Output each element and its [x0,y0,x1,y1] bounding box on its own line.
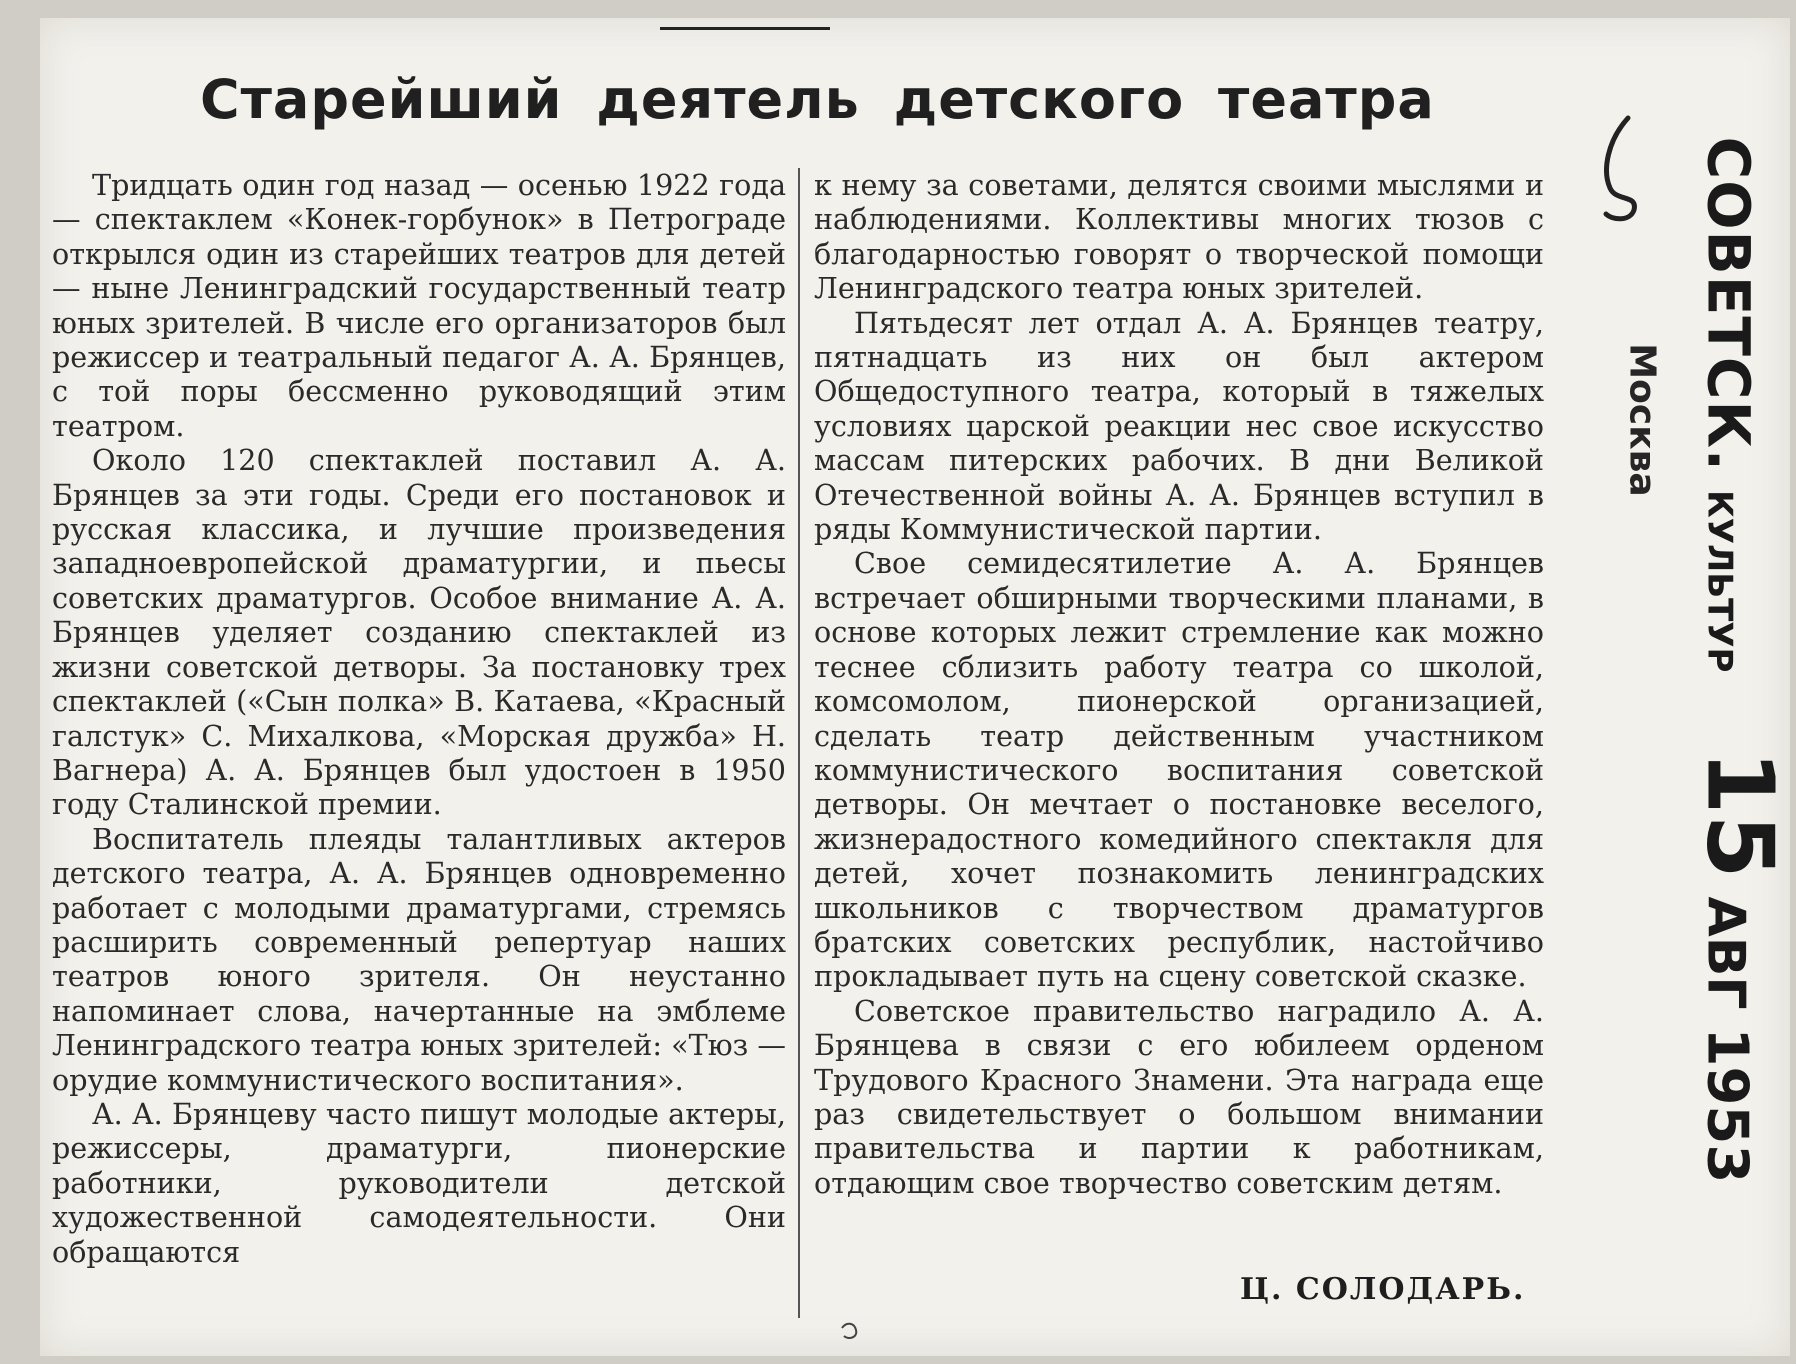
paragraph: Советское правительство наградило А. А. Брянцева в связи с его юбилеем орденом Трудового Красного Знамени. Эта награда еще раз свидетельствует о большом внимании правительства и партии к работникам, отдающим свое творчество советским детям. [814,993,1544,1200]
paragraph: А. А. Брянцеву часто пишут молодые актеры, режиссеры, драматурги, пионерские работники, руководители детской художественной самодеятельности. Они обращаются [52,1096,786,1269]
left-column [52,168,786,1269]
stamp-year: 1953 [1694,1027,1760,1184]
ink-blot-icon [838,1318,864,1344]
stamp-section: КУЛЬТУР [1699,489,1740,673]
paragraph: Около 120 спектаклей поставил А. А. Брянцев за эти годы. Среди его постановок и русская классика, и лучшие произведения западноевропейской драматургии, и пьесы советских драматургов. Особое внимание А. А. Брянцев уделяет созданию спектаклей из жизни советской детворы. За постановку трех спектаклей («Сын полка» В. Катаева, «Красный галстук» С. Михалкова, «Морская дружба» Н. Вагнера) А. А. Брянцев был удостоен в 1950 году Сталинской премии. [52,443,786,822]
article-author: Ц. СОЛОДАРЬ. [1240,1272,1526,1307]
stamp-newspaper: СОВЕТСК. [1694,136,1763,472]
archive-stamp [1687,137,1794,1184]
column-divider [798,168,800,1318]
right-column [814,168,1544,1200]
top-rule [660,27,830,30]
article-title: Старейший деятель детского театра [200,68,1435,131]
paragraph: Воспитатель плеяды талантливых актеров детского театра, А. А. Брянцев одновременно работает с молодыми драматургами, стремясь расширить современный репертуар наших театров юного зрителя. Он неустанно напоминает слова, начертанные на эмблеме Ленинградского театра юных зрителей: «Тюз — орудие коммунистического воспитания». [52,821,786,1097]
handwritten-mark-icon [1588,110,1668,230]
stamp-month: АВГ [1695,896,1756,1010]
stamp-city: Москва [1621,343,1663,497]
paragraph: Свое семидесятилетие А. А. Брянцев встречает обширными творческими планами, в основе которых лежит стремление как можно теснее сблизить работу театра со школой, комсомолом, пионерской организацией, сделать театр действенным участником коммунистического воспитания советской детворы. Он мечтает о постановке веселого, жизнерадостного комедийного спектакля для детей, хочет познакомить ленинградских школьников с творчеством драматургов братских советских республик, настойчиво прокладывает путь на сцену советской сказке. [814,546,1544,994]
stamp-day: 15 [1686,750,1794,879]
paragraph: к нему за советами, делятся своими мыслями и наблюдениями. Коллективы многих тюзов с благодарностью говорят о творческой помощи Ленинградского театра юных зрителей. [814,168,1544,306]
paragraph: Пятьдесят лет отдал А. А. Брянцев театру, пятнадцать из них он был актером Общедоступного театра, который в тяжелых условиях царской реакции нес свое искусство массам питерских рабочих. В дни Великой Отечественной войны А. А. Брянцев вступил в ряды Коммунистической партии. [814,305,1544,547]
paragraph: Тридцать один год назад — осенью 1922 года — спектаклем «Конек-горбунок» в Петрограде открылся один из старейших театров для детей — ныне Ленинградский государственный театр юных зрителей. В числе его организаторов был режиссер и театральный педагог А. А. Брянцев, с той поры бессменно руководящий этим театром. [52,168,786,443]
